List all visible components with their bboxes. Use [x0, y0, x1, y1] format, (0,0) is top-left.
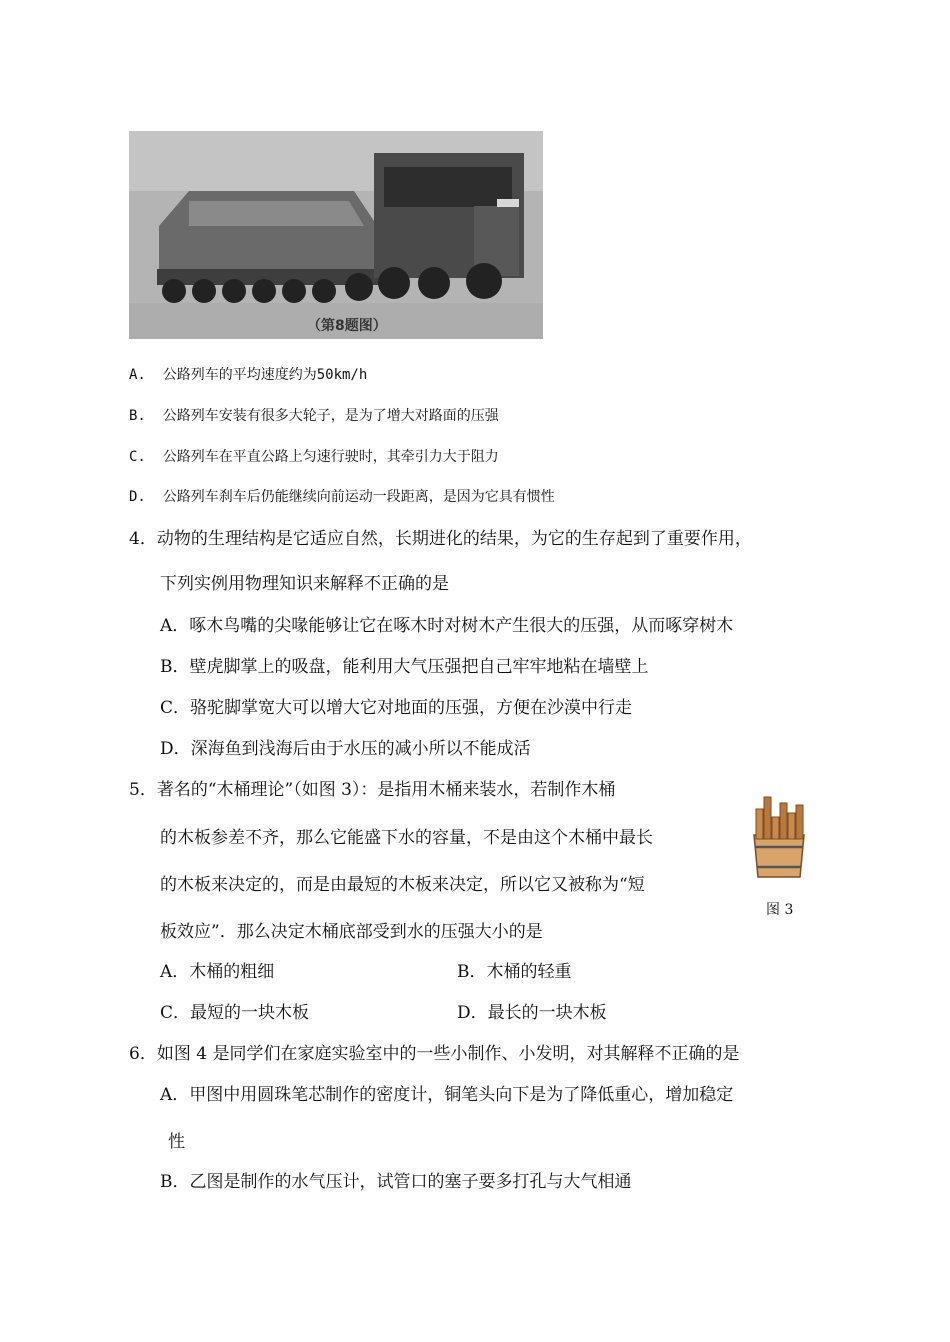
q5-option-a: A．木桶的粗细 [160, 962, 275, 982]
wooden-bucket-icon [750, 795, 808, 880]
q5-stem-line1: 5．著名的“木桶理论”（如图 3）：是指用木桶来装水，若制作木桶 [129, 780, 616, 800]
q3-option-d: D. 公路列车刹车后仍能继续向前运动一段距离，是因为它具有惯性 [129, 489, 555, 505]
q5-option-c: C．最短的一块木板 [160, 1003, 310, 1023]
q6-option-a-line2: 性 [168, 1132, 185, 1152]
q3-option-a: A. 公路列车的平均速度约为50km/h [129, 367, 368, 383]
q4-stem-line2: 下列实例用物理知识来解释不正确的是 [160, 574, 449, 594]
figure8-caption: （第8题图） [307, 318, 387, 334]
q4-option-d: D．深海鱼到浅海后由于水压的减小所以不能成活 [160, 739, 531, 759]
q5-option-d: D．最长的一块木板 [457, 1003, 607, 1023]
road-train-illustration [129, 131, 543, 339]
q5-stem-line3: 的木板来决定的，而是由最短的木板来决定，所以它又被称为“短 [160, 875, 645, 895]
q6-stem: 6．如图 4 是同学们在家庭实验室中的一些小制作、小发明，对其解释不正确的是 [129, 1044, 740, 1064]
q3-option-b: B. 公路列车安装有很多大轮子，是为了增大对路面的压强 [129, 408, 499, 424]
q5-stem-line4: 板效应”．那么决定木桶底部受到水的压强大小的是 [160, 922, 543, 942]
q6-option-b: B．乙图是制作的水气压计，试管口的塞子要多打孔与大气相通 [160, 1172, 632, 1192]
q4-stem-line1: 4．动物的生理结构是它适应自然，长期进化的结果，为它的生存起到了重要作用， [129, 529, 752, 549]
q5-option-b: B．木桶的轻重 [457, 962, 572, 982]
q4-option-a: A．啄木鸟嘴的尖喙能够让它在啄木时对树木产生很大的压强，从而啄穿树木 [160, 616, 734, 636]
q4-option-b: B．壁虎脚掌上的吸盘，能利用大气压强把自己牢牢地粘在墙壁上 [160, 657, 649, 677]
q4-option-c: C．骆驼脚掌宽大可以增大它对地面的压强，方便在沙漠中行走 [160, 698, 633, 718]
q3-option-c: C. 公路列车在平直公路上匀速行驶时，其牵引力大于阻力 [129, 449, 499, 465]
figure3-caption: 图 3 [766, 902, 794, 918]
q6-option-a-line1: A．甲图中用圆珠笔芯制作的密度计，铜笔头向下是为了降低重心，增加稳定 [160, 1085, 734, 1105]
q5-stem-line2: 的木板参差不齐，那么它能盛下水的容量，不是由这个木桶中最长 [160, 828, 653, 848]
road-train-photo [129, 131, 543, 339]
